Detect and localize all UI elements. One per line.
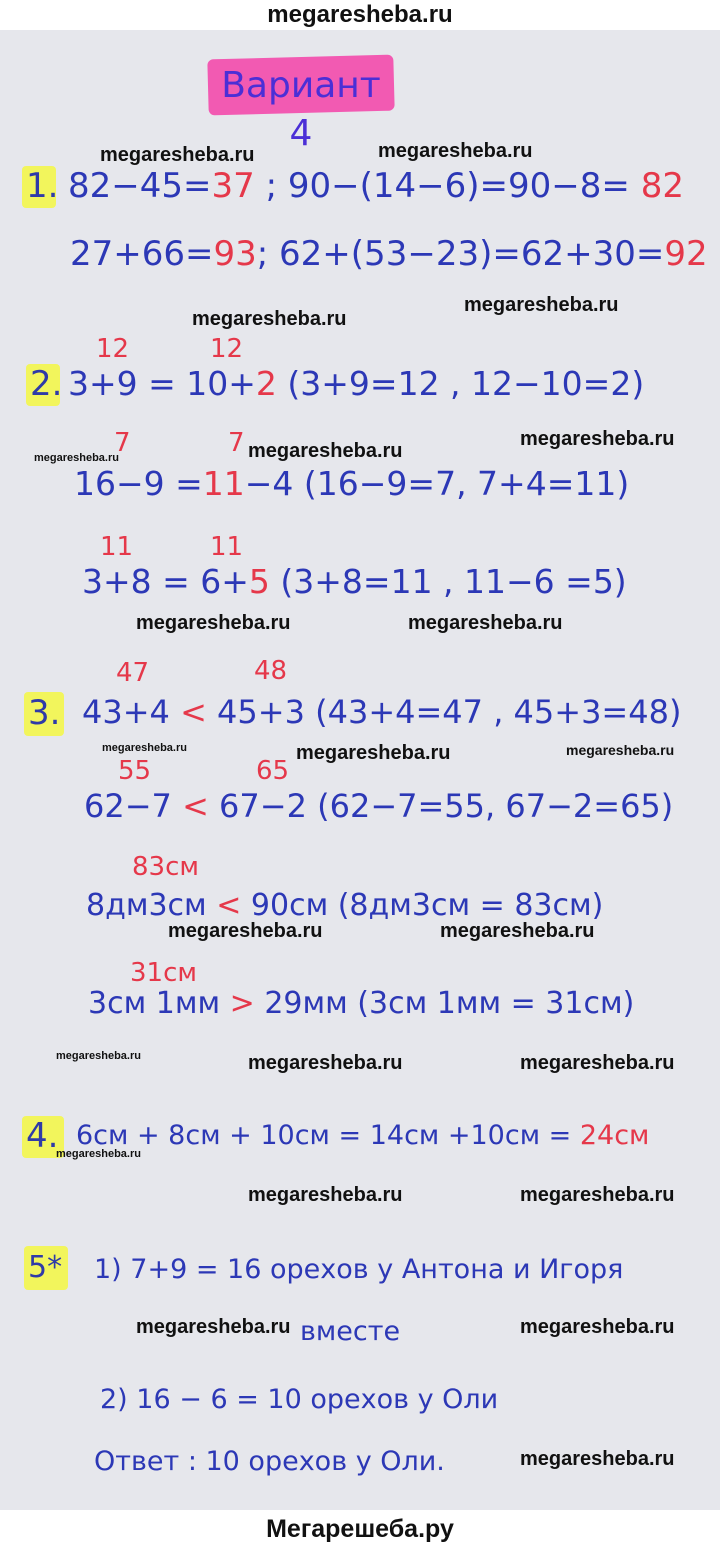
note: 11 xyxy=(210,532,244,562)
task-5-answer: Ответ : 10 орехов у Оли. xyxy=(94,1446,445,1477)
expr: 45+3 (43+4=47 , 45+3=48) xyxy=(206,693,682,731)
note: 7 xyxy=(114,428,131,458)
answer: 93 xyxy=(213,234,257,274)
watermark: megaresheba.ru xyxy=(136,612,291,634)
note: 65 xyxy=(256,756,290,786)
watermark: megaresheba.ru xyxy=(168,920,323,942)
answer: 2 xyxy=(255,364,277,403)
task-5-line-2: вместе xyxy=(300,1316,401,1347)
note: 83см xyxy=(132,852,199,882)
watermark: megaresheba.ru xyxy=(192,308,347,330)
watermark: megaresheba.ru xyxy=(520,1448,675,1470)
watermark: megaresheba.ru xyxy=(56,1148,141,1160)
watermark: megaresheba.ru xyxy=(34,452,119,464)
expr: 82−45= xyxy=(68,166,212,206)
watermark: megaresheba.ru xyxy=(520,1316,675,1338)
note: 12 xyxy=(96,334,130,364)
task-3-row-2 xyxy=(84,784,673,828)
expr: (3+9=12 , 12−10=2) xyxy=(276,364,645,403)
answer: 92 xyxy=(664,234,708,274)
note: 55 xyxy=(118,756,152,786)
watermark: megaresheba.ru xyxy=(102,742,187,754)
expr: 43+4 xyxy=(82,693,181,731)
expr: 29мм (3см 1мм = 31см) xyxy=(254,986,635,1021)
expr: 27+66= xyxy=(70,234,214,274)
watermark: megaresheba.ru xyxy=(248,1184,403,1206)
site-header: megaresheba.ru xyxy=(0,0,720,30)
watermark: megaresheba.ru xyxy=(464,294,619,316)
note: 47 xyxy=(116,658,150,688)
watermark: megaresheba.ru xyxy=(248,1052,403,1074)
task-1-number: 1. xyxy=(26,166,59,206)
expr: ; 90−(14−6)=90−8= xyxy=(254,166,641,206)
watermark: megaresheba.ru xyxy=(408,612,563,634)
task-4-line xyxy=(76,1114,649,1158)
watermark: megaresheba.ru xyxy=(56,1050,141,1062)
answer: 11 xyxy=(202,464,245,503)
expr: 8дм3см xyxy=(86,888,217,923)
task-5-number: 5* xyxy=(28,1250,63,1285)
answer: 5 xyxy=(248,562,270,601)
expr: (3+8=11 , 11−6 =5) xyxy=(269,562,627,601)
task-2-number: 2. xyxy=(30,364,63,404)
task-5-line-1: 1) 7+9 = 16 орехов у Антона и Игоря xyxy=(94,1254,624,1285)
site-footer: Мегарешеба.ру xyxy=(0,1510,720,1549)
task-3-number: 3. xyxy=(28,693,61,733)
task-1-line-2 xyxy=(70,232,708,276)
task-1-line-1 xyxy=(68,164,684,208)
compare-sign: < xyxy=(182,787,209,825)
watermark: megaresheba.ru xyxy=(378,140,533,162)
task-3-row-4 xyxy=(88,982,634,1026)
compare-sign: < xyxy=(180,693,207,731)
task-3-row-1 xyxy=(82,690,681,734)
compare-sign: < xyxy=(216,888,242,923)
expr: 90см (8дм3см = 83см) xyxy=(241,888,604,923)
answer: 37 xyxy=(211,166,255,206)
expr: 16−9 = xyxy=(74,464,203,503)
watermark: megaresheba.ru xyxy=(566,742,675,758)
compare-sign: > xyxy=(229,986,255,1021)
expr: 3+9 = 10+ xyxy=(68,364,256,403)
answer: 82 xyxy=(640,166,684,206)
expr: 3+8 = 6+ xyxy=(82,562,249,601)
expr: 3см 1мм xyxy=(88,986,230,1021)
watermark: megaresheba.ru xyxy=(100,144,255,166)
note: 31см xyxy=(130,958,197,988)
watermark: megaresheba.ru xyxy=(296,742,451,764)
page-title: Вариант 4 xyxy=(221,65,381,154)
expr: 62−7 xyxy=(84,787,183,825)
watermark: megaresheba.ru xyxy=(248,440,403,462)
note: 12 xyxy=(210,334,244,364)
task-2-row-1 xyxy=(68,362,644,406)
task-2-row-2 xyxy=(74,462,629,506)
task-5-line-3: 2) 16 − 6 = 10 орехов у Оли xyxy=(100,1384,499,1415)
expr: −4 (16−9=7, 7+4=11) xyxy=(244,464,630,503)
watermark: megaresheba.ru xyxy=(520,428,675,450)
expr: 67−2 (62−7=55, 67−2=65) xyxy=(208,787,674,825)
watermark: megaresheba.ru xyxy=(136,1316,291,1338)
watermark: megaresheba.ru xyxy=(520,1184,675,1206)
expr: 6см + 8см + 10см = 14см +10см = xyxy=(76,1120,580,1151)
task-4-number: 4. xyxy=(26,1116,59,1156)
answer: 24см xyxy=(579,1120,650,1151)
watermark: megaresheba.ru xyxy=(520,1052,675,1074)
note: 48 xyxy=(254,656,288,686)
expr: ; 62+(53−23)=62+30= xyxy=(256,234,665,274)
note: 11 xyxy=(100,532,134,562)
note: 7 xyxy=(228,428,245,458)
task-2-row-3 xyxy=(82,560,627,604)
watermark: megaresheba.ru xyxy=(440,920,595,942)
